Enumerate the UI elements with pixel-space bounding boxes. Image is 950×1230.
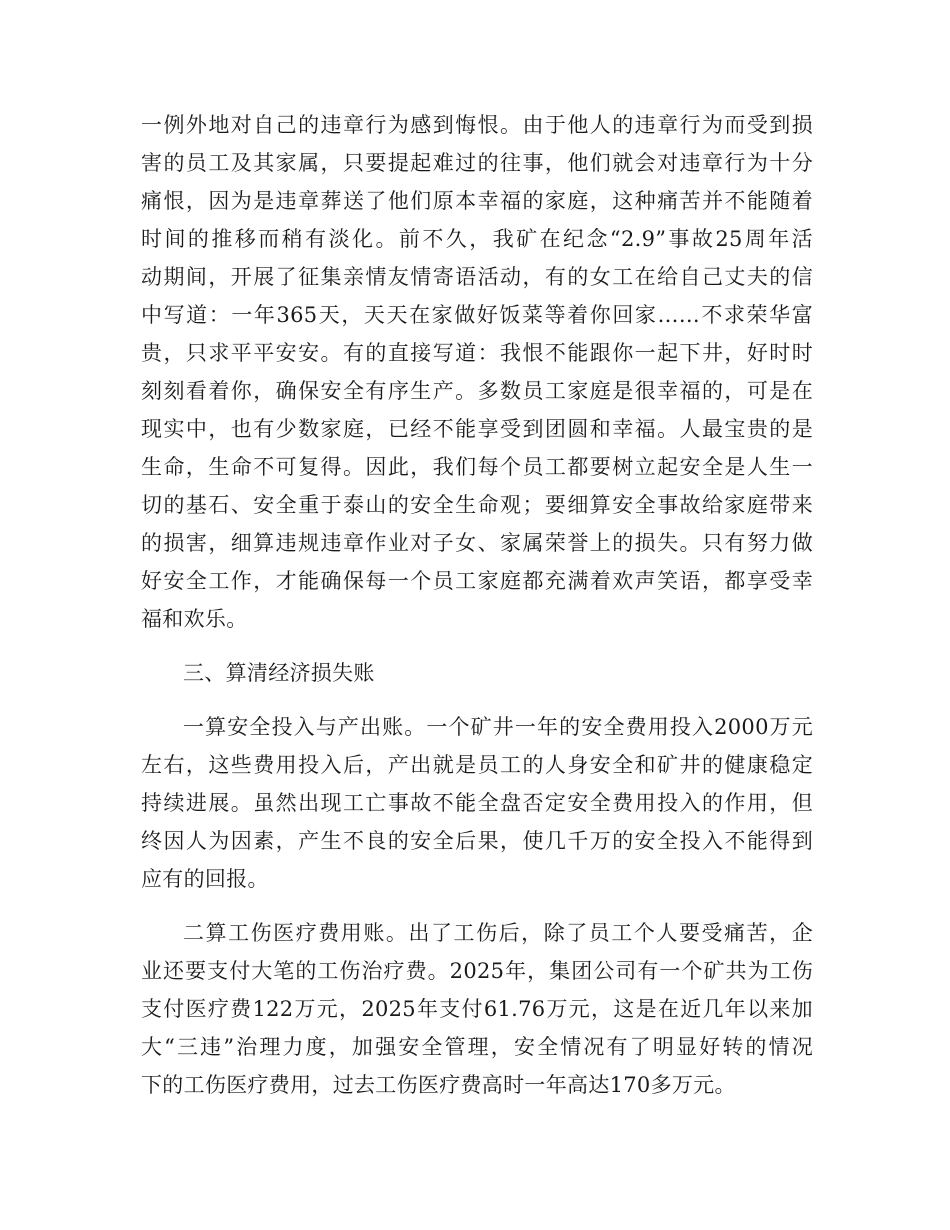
- paragraph-spacer: [141, 692, 813, 708]
- paragraph-line: 应有的回报。: [141, 867, 269, 891]
- paragraph-safety-investment: [141, 708, 813, 898]
- paragraph-line: 贵，只求平平安安。有的直接写道：我恨不能跟你一起下井，好时时: [141, 341, 813, 365]
- paragraph-line: 动期间，开展了征集亲情友情寄语活动，有的女工在给自己丈夫的信: [141, 265, 813, 289]
- paragraph-line: 时间的推移而稍有淡化。前不久，我矿在纪念“2.9”事故25周年活: [141, 227, 813, 251]
- paragraph-line: 痛恨，因为是违章葬送了他们原本幸福的家庭，这种痛苦并不能随着: [141, 189, 813, 213]
- paragraph-line: 好安全工作，才能确保每一个员工家庭都充满着欢声笑语，都享受幸: [141, 569, 813, 593]
- heading-text: 三、算清经济损失账: [183, 661, 375, 685]
- paragraph-line: 二算工伤医疗费用账。出了工伤后，除了员工个人要受痛苦，企: [183, 921, 813, 945]
- paragraph-line: 左右，这些费用投入后，产出就是员工的人身安全和矿井的健康稳定: [141, 753, 813, 777]
- paragraph-line: 切的基石、安全重于泰山的安全生命观；要细算安全事故给家庭带来: [141, 493, 813, 517]
- paragraph-line: 下的工伤医疗费用，过去工伤医疗费高时一年高达170多万元。: [141, 1073, 736, 1097]
- paragraph-line: 中写道：一年365天，天天在家做好饭菜等着你回家……不求荣华富: [141, 303, 813, 327]
- paragraph-spacer: [141, 638, 813, 654]
- paragraph-line: 的损害，细算违规违章作业对子女、家属荣誉上的损失。只有努力做: [141, 531, 813, 555]
- paragraph-family-impact: [141, 106, 813, 638]
- document-body: [141, 106, 813, 1104]
- paragraph-line: 现实中，也有少数家庭，已经不能享受到团圆和幸福。人最宝贵的是: [141, 417, 813, 441]
- paragraph-line: 终因人为因素，产生不良的安全后果，使几千万的安全投入不能得到: [141, 829, 813, 853]
- paragraph-line: 大“三违”治理力度，加强安全管理，安全情况有了明显好转的情况: [141, 1035, 813, 1059]
- paragraph-line: 一例外地对自己的违章行为感到悔恨。由于他人的违章行为而受到损: [141, 113, 813, 137]
- section-heading: [141, 654, 813, 692]
- paragraph-line: 刻刻看着你，确保安全有序生产。多数员工家庭是很幸福的，可是在: [141, 379, 813, 403]
- paragraph-line: 持续进展。虽然出现工亡事故不能全盘否定安全费用投入的作用，但: [141, 791, 813, 815]
- paragraph-line: 业还要支付大笔的工伤治疗费。2025年，集团公司有一个矿共为工伤: [141, 959, 813, 983]
- paragraph-line: 福和欢乐。: [141, 607, 248, 631]
- paragraph-line: 一算安全投入与产出账。一个矿井一年的安全费用投入2000万元: [183, 715, 813, 739]
- paragraph-line: 害的员工及其家属，只要提起难过的往事，他们就会对违章行为十分: [141, 151, 813, 175]
- paragraph-injury-medical-cost: [141, 914, 813, 1104]
- paragraph-spacer: [141, 898, 813, 914]
- paragraph-line: 支付医疗费122万元，2025年支付61.76万元，这是在近几年以来加: [141, 997, 813, 1021]
- paragraph-line: 生命，生命不可复得。因此，我们每个员工都要树立起安全是人生一: [141, 455, 813, 479]
